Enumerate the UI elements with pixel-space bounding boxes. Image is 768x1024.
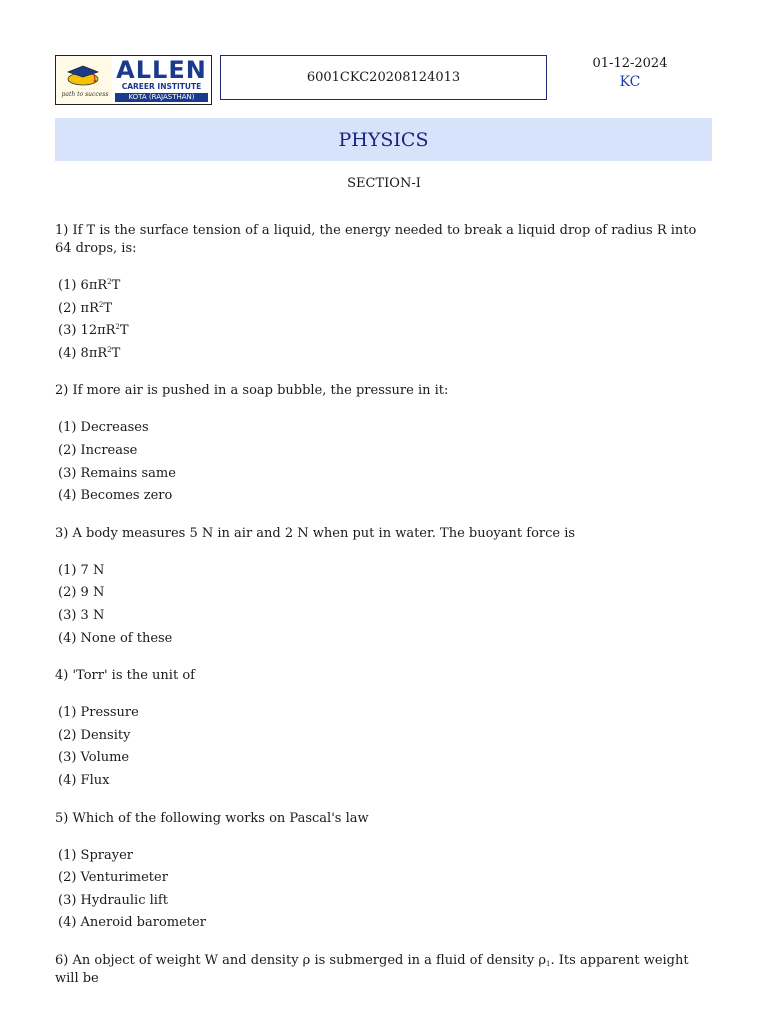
- option-list: [58, 560, 712, 650]
- option: (4) $8\pi R^2T$: [58, 345, 121, 361]
- subject-title: PHYSICS: [338, 128, 429, 151]
- option: (4) Aneroid barometer: [58, 915, 206, 931]
- option: (2) Venturimeter: [58, 870, 168, 886]
- option: (4) Flux: [58, 772, 110, 788]
- option: (3) Remains same: [58, 465, 176, 481]
- allen-logo: [55, 55, 212, 105]
- paper-meta: [592, 55, 668, 91]
- option: (3) $12\pi R^2T$: [58, 323, 129, 339]
- question: [55, 667, 712, 792]
- subject-banner: [55, 118, 712, 161]
- option: (1) Pressure: [58, 705, 139, 721]
- option: (2) 9 N: [58, 585, 105, 601]
- option-list: [58, 702, 712, 792]
- logo-brand: ALLEN: [116, 56, 207, 84]
- paper-date: 01-12-2024: [592, 56, 668, 71]
- option: (1) $6\pi R^2T$: [58, 278, 121, 293]
- option: (4) Becomes zero: [58, 488, 173, 504]
- question: [55, 222, 712, 365]
- logo-location: KOTA (RAJASTHAN): [115, 93, 208, 102]
- question-text: 2) If more air is pushed in a soap bubble, the pressure in it:: [55, 383, 449, 399]
- question-text: 3) A body measures 5 N in air and 2 N when put in water. The buoyant force is: [55, 525, 576, 541]
- logo-motto: path to success: [61, 91, 109, 98]
- option: (3) Volume: [58, 750, 130, 766]
- option: (3) 3 N: [58, 607, 105, 623]
- paper-code: 6001CKC20208124013: [306, 70, 461, 85]
- paper-code-box: [220, 55, 547, 100]
- section-heading: SECTION-I: [347, 176, 421, 191]
- option: (1) 7 N: [58, 562, 105, 578]
- question-text: 5) Which of the following works on Pascal's law: [55, 810, 369, 826]
- option-list: [58, 845, 712, 935]
- question: [55, 525, 712, 650]
- option: (2) $\pi R^2T$: [58, 300, 113, 316]
- option: (1) Sprayer: [58, 847, 133, 863]
- question-text: 6) An object of weight W and density ρ is submerged in a fluid of density $\rho_1$. Its apparent weight will be: [55, 952, 689, 986]
- option-list: [58, 417, 712, 507]
- option: (4) None of these: [58, 630, 173, 646]
- option: (1) Decreases: [58, 420, 149, 436]
- question-text: 1) If T is the surface tension of a liquid, the energy needed to break a liquid drop of radius R into 64 drops, is:: [55, 223, 697, 256]
- question-list: [55, 222, 712, 1005]
- question: [55, 382, 712, 507]
- question-text: 4) 'Torr' is the unit of: [55, 668, 195, 684]
- question: [55, 952, 712, 988]
- option: (2) Density: [58, 727, 131, 743]
- question: [55, 810, 712, 935]
- graduation-cap-icon: [56, 56, 112, 104]
- option: (3) Hydraulic lift: [58, 892, 168, 908]
- batch-code: KC: [619, 74, 641, 90]
- option: (2) Increase: [58, 442, 138, 458]
- option-list: [58, 275, 712, 365]
- header: [55, 55, 712, 105]
- logo-institute: CAREER INSTITUTE: [121, 82, 202, 91]
